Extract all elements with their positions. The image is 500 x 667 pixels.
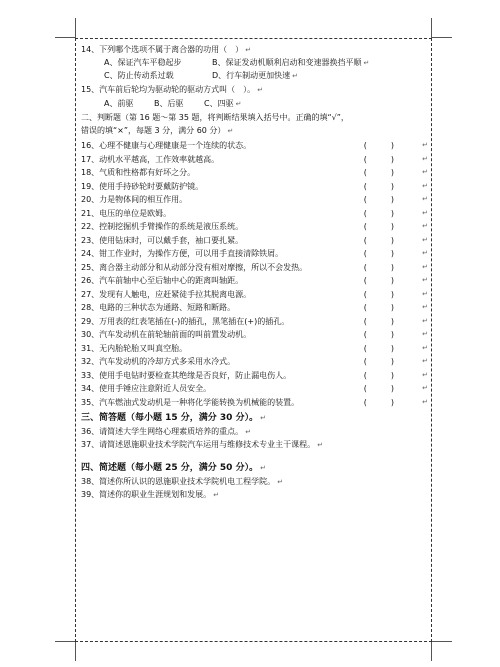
q15-options (104, 98, 455, 110)
paragraph-mark-icon: ↵ (422, 289, 428, 298)
judge-question-text: 16、心理不健康与心理健康是一个连续的状态。 (81, 141, 252, 150)
paragraph-mark-icon: ↵ (257, 86, 264, 94)
judge-question-row (81, 275, 432, 286)
answer-parentheses: ( ) (363, 141, 394, 150)
judge-question-row (81, 221, 432, 232)
q39 (81, 489, 432, 501)
q36-text: 36、请简述大学生网络心理素质培养的重点。 (81, 427, 244, 436)
q36 (81, 426, 432, 438)
judge-question-text: 30、汽车发动机在前轮轴前面的叫前置发动机。 (81, 330, 252, 339)
q15-stem (81, 84, 432, 96)
paragraph-mark-icon: ↵ (422, 208, 428, 217)
q14-stem-text: 14、下列哪个选项不属于离合器的功用（ ） (81, 45, 244, 54)
judge-question-text: 25、离合器主动部分和从动部分没有相对摩擦，所以不会发热。 (81, 262, 308, 272)
judge-question-row (81, 289, 432, 300)
paragraph-mark-icon: ↵ (422, 222, 428, 230)
judge-question-text: 31、无内胎轮胎又叫真空胎。 (81, 343, 188, 353)
q15-stem-text: 15、汽车前后轮均为驱动轮的驱动方式叫（ ）。 (81, 85, 256, 94)
judge-question-text: 27、发现有人触电，应赶紧徒手拉其脱离电源。 (81, 289, 252, 299)
judge-question-row (81, 181, 432, 192)
judge-question-row (81, 262, 432, 273)
section2-heading-text1: 二、判断题（第 16 题～第 35 题，将判断结果填入括号中。正确的填“√”， (81, 113, 349, 122)
q14-stem (81, 44, 432, 56)
answer-parentheses: ( ) (363, 384, 394, 393)
crop-mark-bottom-left-v (75, 641, 76, 661)
answer-parentheses: ( ) (363, 357, 394, 366)
answer-parentheses: ( ) (363, 235, 394, 245)
paragraph-mark-icon: ↵ (422, 276, 428, 284)
paragraph-mark-icon: ↵ (422, 303, 428, 311)
judge-question-text: 28、电路的三种状态为通路、短路和断路。 (81, 303, 236, 312)
answer-parentheses: ( ) (363, 397, 394, 407)
answer-parentheses: ( ) (363, 276, 394, 285)
paragraph-mark-icon: ↵ (422, 330, 428, 338)
answer-parentheses: ( ) (363, 154, 394, 164)
judge-question-text: 29、万用表的红表笔插在(-)的插孔，黑笔插在(+)的插孔。 (81, 316, 290, 326)
paragraph-mark-icon: ↵ (213, 491, 220, 499)
paragraph-mark-icon: ↵ (422, 235, 428, 244)
answer-parentheses: ( ) (363, 208, 394, 218)
answer-parentheses: ( ) (363, 330, 394, 339)
paragraph-mark-icon: ↵ (363, 59, 370, 67)
q39-text: 39、简述你的职业生涯规划和发展。 (81, 490, 212, 499)
judge-question-row (81, 343, 432, 354)
q37 (81, 439, 432, 451)
section2-heading-line2 (81, 125, 432, 137)
judge-question-text: 23、使用钻床时，可以戴手套，袖口要扎紧。 (81, 235, 244, 245)
crop-mark-bottom-right-v (431, 641, 432, 661)
answer-parentheses: ( ) (363, 316, 394, 326)
paragraph-mark-icon: ↵ (260, 414, 266, 422)
paragraph-mark-icon: ↵ (422, 141, 428, 149)
answer-parentheses: ( ) (363, 262, 394, 272)
paragraph-mark-icon: ↵ (260, 464, 266, 472)
answer-parentheses: ( ) (363, 289, 394, 299)
q14-option-a: A、保证汽车平稳起步 (104, 58, 182, 67)
section4-heading (81, 462, 432, 474)
judge-question-row (81, 329, 432, 340)
paragraph-mark-icon: ↵ (422, 249, 428, 257)
q38 (81, 476, 432, 488)
judge-question-text: 33、使用手电钻时要检查其绝缘是否良好，防止漏电伤人。 (81, 370, 292, 380)
judge-question-row (81, 383, 432, 394)
q15-option-b: B、后驱 (154, 99, 184, 108)
judge-question-text: 19、使用手持砂轮时要戴防护镜。 (81, 181, 204, 191)
judge-question-text: 34、使用手锤应注意附近人员安全。 (81, 384, 212, 393)
crop-mark-top-right-v (431, 18, 432, 38)
q14-options-row2 (104, 70, 455, 82)
paragraph-mark-icon: ↵ (245, 46, 252, 54)
paragraph-mark-icon: ↵ (422, 384, 428, 392)
answer-parentheses: ( ) (363, 370, 394, 380)
judge-question-row (81, 208, 432, 219)
paragraph-mark-icon: ↵ (317, 441, 324, 449)
paragraph-mark-icon: ↵ (422, 370, 428, 379)
paragraph-mark-icon: ↵ (422, 154, 428, 163)
judge-question-text: 17、动机水平越高，工作效率就越高。 (81, 154, 220, 164)
paragraph-mark-icon: ↵ (235, 100, 242, 108)
judge-question-row (81, 194, 432, 205)
section4-title: 四、简述题（每小题 25 分，满分 50 分）。 (81, 463, 259, 473)
paragraph-mark-icon: ↵ (422, 357, 428, 365)
judge-question-row (81, 370, 432, 381)
judge-question-row (81, 167, 432, 178)
crop-mark-top-left-v (75, 18, 76, 38)
judge-question-text: 18、气质和性格都有好坏之分。 (81, 168, 196, 177)
answer-parentheses: ( ) (363, 249, 394, 258)
judge-question-text: 22、控制挖掘机手臂操作的系统是液压系统。 (81, 222, 244, 231)
section3-heading (81, 412, 432, 424)
judge-question-row (81, 302, 432, 313)
judge-question-row (81, 397, 432, 408)
q37-text: 37、请简述恩施职业技术学院汽车运用与维修技术专业主干课程。 (81, 440, 316, 449)
paragraph-mark-icon: ↵ (245, 428, 252, 436)
paragraph-mark-icon: ↵ (422, 195, 428, 203)
crop-mark-bottom-right-h (432, 641, 452, 642)
section2-heading-line1 (81, 112, 432, 123)
paragraph-mark-icon: ↵ (422, 262, 428, 271)
judge-question-row (81, 316, 432, 327)
judge-question-text: 32、汽车发动机的冷却方式多采用水冷式。 (81, 357, 236, 366)
section3-title: 三、简答题（每小题 15 分，满分 30 分）。 (81, 413, 259, 423)
crop-mark-top-right-h (432, 37, 452, 38)
paragraph-mark-icon: ↵ (292, 72, 299, 80)
crop-mark-top-left-h (55, 37, 75, 38)
paragraph-mark-icon: ↵ (277, 478, 284, 486)
judge-question-row (81, 235, 432, 246)
judge-question-text: 35、汽车燃油式发动机是一种将化学能转换为机械能的装置。 (81, 397, 300, 407)
answer-parentheses: ( ) (363, 222, 394, 231)
answer-parentheses: ( ) (363, 168, 394, 177)
paragraph-mark-icon: ↵ (422, 397, 428, 406)
answer-parentheses: ( ) (363, 195, 394, 204)
judge-question-text: 26、汽车前轴中心至后轴中心的距离叫轴距。 (81, 276, 244, 285)
judge-question-row (81, 248, 432, 259)
judge-question-row (81, 356, 432, 367)
paragraph-mark-icon: ↵ (227, 127, 234, 135)
q14-option-d: D、行车制动更加快速 (212, 71, 291, 80)
answer-parentheses: ( ) (363, 181, 394, 191)
q15-option-a: A、前驱 (104, 99, 134, 108)
judge-question-text: 24、钳工作业时，为操作方便，可以用手直接清除铁屑。 (81, 249, 284, 258)
judge-question-row (81, 140, 432, 151)
judge-question-text: 20、力是物体间的相互作用。 (81, 195, 188, 204)
answer-parentheses: ( ) (363, 343, 394, 353)
q14-options-row1 (104, 57, 455, 69)
answer-parentheses: ( ) (363, 303, 394, 312)
q15-option-c: C、四驱 (204, 99, 234, 108)
paragraph-mark-icon: ↵ (422, 168, 428, 176)
section2-heading-text2: 错误的填“×”，每题 3 分，满分 60 分） (81, 126, 226, 135)
q14-option-c: C、防止传动系过载 (104, 71, 174, 80)
crop-mark-bottom-left-h (55, 641, 75, 642)
q14-option-b: B、保证发动机顺利启动和变速器换挡平顺 (212, 58, 362, 67)
paragraph-mark-icon: ↵ (422, 343, 428, 352)
paragraph-mark-icon: ↵ (422, 181, 428, 190)
q38-text: 38、简述你所认识的恩施职业技术学院机电工程学院。 (81, 477, 276, 486)
paragraph-mark-icon: ↵ (422, 316, 428, 325)
judge-question-text: 21、电压的单位是欧姆。 (81, 208, 172, 218)
judge-question-row (81, 154, 432, 165)
